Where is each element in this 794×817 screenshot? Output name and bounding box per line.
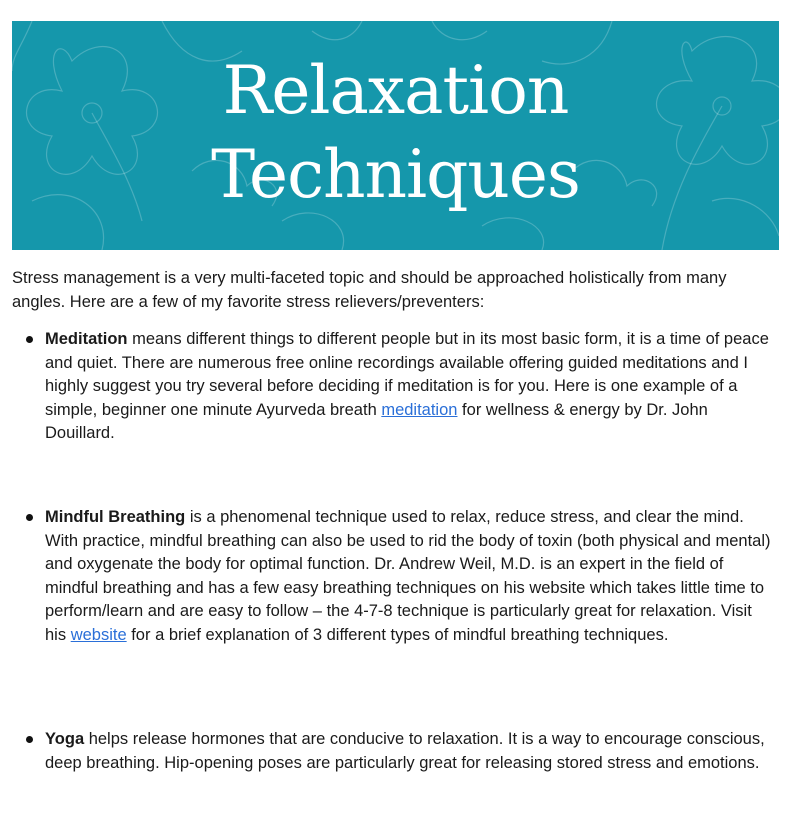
term-yoga: Yoga: [45, 730, 85, 748]
intro-paragraph: Stress management is a very multi-faceted topic and should be approached holistically from many angles. Here are a few of my favorite stress relievers/preventers:: [12, 269, 727, 311]
list-item-text: [45, 506, 775, 647]
mindful-breathing-description: is a phenomenal technique used to relax, reduce stress, and clear the mind. With practice, mindful breathing can also be used to rid the body of toxin (both physical and mental) and oxygenate the body for optimal function. Dr. Andrew Weil, M.D. is an expert in the field of mindful breathing and has a few easy breathing techniques on his website which takes little time to perform/learn and are easy to follow – the 4-7-8 technique is particularly great for relaxation. Visit his: [45, 508, 771, 644]
yoga-description: helps release hormones that are conducive to relaxation. It is a way to encourage conscious, deep breathing. Hip-opening poses are particularly great for releasing stored stress and emotions.: [45, 730, 765, 772]
page-title: [12, 49, 779, 217]
meditation-description-end: for wellness & energy by Dr. John Douillard.: [45, 400, 708, 442]
page-title-line-1: Relaxation: [222, 52, 569, 129]
meditation-description: means different things to different people but in its most basic form, it is a time of peace and quiet. There are numerous free online recordings available offering guided meditations and I highly suggest you try several before deciding if meditation is for you. Here is one example of a simple, beginner one minute Ayurveda breath: [45, 330, 769, 419]
list-item-text: [45, 728, 775, 775]
website-link[interactable]: website: [70, 625, 127, 644]
list-item-text: [45, 328, 775, 446]
term-meditation: Meditation: [45, 330, 128, 348]
page-title-line-2: Techniques: [211, 136, 580, 213]
mindful-breathing-description-end: for a brief explanation of 3 different types of mindful breathing techniques.: [126, 625, 669, 644]
bullet-icon: [26, 514, 33, 521]
meditation-link[interactable]: meditation: [381, 400, 458, 419]
header-banner: [12, 21, 779, 250]
bullet-icon: [26, 736, 33, 743]
bullet-icon: [26, 336, 33, 343]
term-mindful-breathing: Mindful Breathing: [45, 508, 186, 526]
